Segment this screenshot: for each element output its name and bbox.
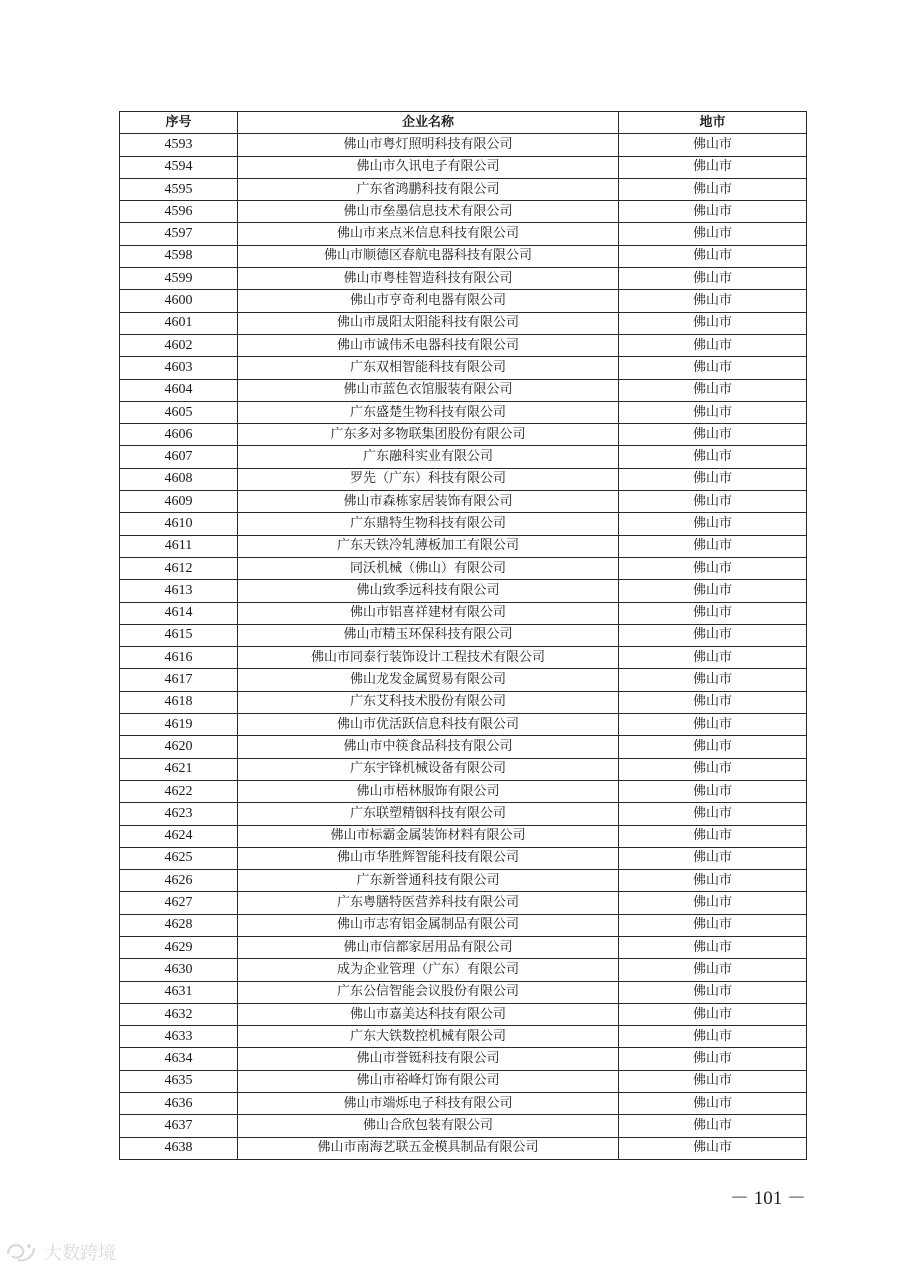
cell-city: 佛山市 xyxy=(619,602,807,624)
cell-index: 4608 xyxy=(120,468,238,490)
table-row xyxy=(120,178,807,200)
cell-company-name: 广东盛楚生物科技有限公司 xyxy=(238,401,619,423)
cell-city: 佛山市 xyxy=(619,803,807,825)
table-row xyxy=(120,1070,807,1092)
table-row xyxy=(120,647,807,669)
table-row xyxy=(120,268,807,290)
cell-index: 4624 xyxy=(120,825,238,847)
cell-city: 佛山市 xyxy=(619,647,807,669)
cell-company-name: 佛山市嘉美达科技有限公司 xyxy=(238,1003,619,1025)
cell-company-name: 广东公信智能会议股份有限公司 xyxy=(238,981,619,1003)
cell-index: 4622 xyxy=(120,780,238,802)
cell-city: 佛山市 xyxy=(619,624,807,646)
cell-city: 佛山市 xyxy=(619,736,807,758)
cell-city: 佛山市 xyxy=(619,914,807,936)
table-row xyxy=(120,1048,807,1070)
cell-company-name: 佛山市梧林服饰有限公司 xyxy=(238,780,619,802)
cell-company-name: 同沃机械（佛山）有限公司 xyxy=(238,557,619,579)
cell-index: 4637 xyxy=(120,1115,238,1137)
cell-city: 佛山市 xyxy=(619,312,807,334)
cell-company-name: 广东艾科技术股份有限公司 xyxy=(238,691,619,713)
cell-city: 佛山市 xyxy=(619,334,807,356)
cell-city: 佛山市 xyxy=(619,1048,807,1070)
cell-city: 佛山市 xyxy=(619,268,807,290)
table-row xyxy=(120,312,807,334)
table-row xyxy=(120,870,807,892)
cell-company-name: 佛山市精玉环保科技有限公司 xyxy=(238,624,619,646)
table-row xyxy=(120,491,807,513)
cell-company-name: 佛山市顺德区春航电器科技有限公司 xyxy=(238,245,619,267)
cell-index: 4595 xyxy=(120,178,238,200)
cell-city: 佛山市 xyxy=(619,201,807,223)
table-row xyxy=(120,557,807,579)
cell-city: 佛山市 xyxy=(619,825,807,847)
table-header-row xyxy=(120,112,807,134)
table-row xyxy=(120,156,807,178)
cell-city: 佛山市 xyxy=(619,424,807,446)
table-row xyxy=(120,401,807,423)
cell-city: 佛山市 xyxy=(619,156,807,178)
cell-company-name: 佛山市来点米信息科技有限公司 xyxy=(238,223,619,245)
table-row xyxy=(120,758,807,780)
cell-index: 4632 xyxy=(120,1003,238,1025)
cell-company-name: 佛山市同泰行装饰设计工程技术有限公司 xyxy=(238,647,619,669)
cell-company-name: 广东新誉通科技有限公司 xyxy=(238,870,619,892)
cell-city: 佛山市 xyxy=(619,535,807,557)
cell-city: 佛山市 xyxy=(619,669,807,691)
cell-index: 4629 xyxy=(120,936,238,958)
cell-company-name: 罗先（广东）科技有限公司 xyxy=(238,468,619,490)
enterprise-table xyxy=(119,111,807,1160)
table-row xyxy=(120,691,807,713)
cell-city: 佛山市 xyxy=(619,870,807,892)
cell-index: 4635 xyxy=(120,1070,238,1092)
cell-company-name: 佛山市晟阳太阳能科技有限公司 xyxy=(238,312,619,334)
cell-index: 4630 xyxy=(120,959,238,981)
table-row xyxy=(120,535,807,557)
cell-index: 4618 xyxy=(120,691,238,713)
table-row xyxy=(120,825,807,847)
cell-index: 4616 xyxy=(120,647,238,669)
cell-company-name: 佛山龙发金属贸易有限公司 xyxy=(238,669,619,691)
cell-index: 4600 xyxy=(120,290,238,312)
cell-company-name: 佛山市优活跃信息科技有限公司 xyxy=(238,714,619,736)
cell-index: 4610 xyxy=(120,513,238,535)
table-row xyxy=(120,959,807,981)
table-row xyxy=(120,1093,807,1115)
table-row xyxy=(120,1026,807,1048)
cell-city: 佛山市 xyxy=(619,401,807,423)
table-row xyxy=(120,513,807,535)
table-row xyxy=(120,714,807,736)
cell-city: 佛山市 xyxy=(619,580,807,602)
cell-company-name: 广东双相智能科技有限公司 xyxy=(238,357,619,379)
table-row xyxy=(120,580,807,602)
table-row xyxy=(120,736,807,758)
cell-city: 佛山市 xyxy=(619,892,807,914)
cell-city: 佛山市 xyxy=(619,780,807,802)
cell-city: 佛山市 xyxy=(619,1137,807,1159)
table-row xyxy=(120,624,807,646)
header-index: 序号 xyxy=(120,112,238,134)
cell-city: 佛山市 xyxy=(619,1026,807,1048)
cell-index: 4599 xyxy=(120,268,238,290)
table-row xyxy=(120,334,807,356)
cell-city: 佛山市 xyxy=(619,959,807,981)
cell-company-name: 广东多对多物联集团股份有限公司 xyxy=(238,424,619,446)
page-number: － 101 － xyxy=(730,1188,807,1209)
header-company-name: 企业名称 xyxy=(238,112,619,134)
cell-index: 4638 xyxy=(120,1137,238,1159)
cell-city: 佛山市 xyxy=(619,491,807,513)
cell-index: 4623 xyxy=(120,803,238,825)
watermark xyxy=(4,1239,116,1265)
cell-company-name: 佛山市誉铤科技有限公司 xyxy=(238,1048,619,1070)
cell-city: 佛山市 xyxy=(619,357,807,379)
cell-city: 佛山市 xyxy=(619,691,807,713)
cell-index: 4605 xyxy=(120,401,238,423)
cell-index: 4606 xyxy=(120,424,238,446)
cell-city: 佛山市 xyxy=(619,245,807,267)
cell-index: 4619 xyxy=(120,714,238,736)
cell-company-name: 佛山市久讯电子有限公司 xyxy=(238,156,619,178)
table-row xyxy=(120,223,807,245)
cell-index: 4593 xyxy=(120,134,238,156)
cell-company-name: 佛山市标霸金属装饰材料有限公司 xyxy=(238,825,619,847)
table-row xyxy=(120,134,807,156)
cell-company-name: 佛山市铝喜祥建材有限公司 xyxy=(238,602,619,624)
table-row xyxy=(120,780,807,802)
cell-city: 佛山市 xyxy=(619,714,807,736)
table-row xyxy=(120,357,807,379)
cell-index: 4596 xyxy=(120,201,238,223)
cell-company-name: 佛山市端烁电子科技有限公司 xyxy=(238,1093,619,1115)
cell-company-name: 佛山市亨奇利电器有限公司 xyxy=(238,290,619,312)
cell-index: 4633 xyxy=(120,1026,238,1048)
cell-city: 佛山市 xyxy=(619,223,807,245)
cell-index: 4604 xyxy=(120,379,238,401)
watermark-text: 大数跨境 xyxy=(44,1243,116,1264)
table-row xyxy=(120,669,807,691)
cell-company-name: 佛山市粤桂智造科技有限公司 xyxy=(238,268,619,290)
cell-index: 4609 xyxy=(120,491,238,513)
table-row xyxy=(120,1115,807,1137)
cell-index: 4626 xyxy=(120,870,238,892)
cell-company-name: 佛山市中筷食品科技有限公司 xyxy=(238,736,619,758)
cell-company-name: 成为企业管理（广东）有限公司 xyxy=(238,959,619,981)
cell-city: 佛山市 xyxy=(619,134,807,156)
cell-city: 佛山市 xyxy=(619,379,807,401)
cell-index: 4594 xyxy=(120,156,238,178)
table-row xyxy=(120,892,807,914)
cell-index: 4614 xyxy=(120,602,238,624)
cell-index: 4607 xyxy=(120,446,238,468)
table-row xyxy=(120,1003,807,1025)
cell-index: 4634 xyxy=(120,1048,238,1070)
cell-company-name: 广东联塑精铟科技有限公司 xyxy=(238,803,619,825)
cell-company-name: 佛山市诚伟禾电器科技有限公司 xyxy=(238,334,619,356)
cell-city: 佛山市 xyxy=(619,178,807,200)
cell-city: 佛山市 xyxy=(619,936,807,958)
cell-index: 4631 xyxy=(120,981,238,1003)
cell-city: 佛山市 xyxy=(619,290,807,312)
cell-company-name: 广东融科实业有限公司 xyxy=(238,446,619,468)
table-row xyxy=(120,424,807,446)
cell-city: 佛山市 xyxy=(619,468,807,490)
cell-index: 4603 xyxy=(120,357,238,379)
cell-company-name: 佛山市蓝色衣馆服装有限公司 xyxy=(238,379,619,401)
cell-index: 4636 xyxy=(120,1093,238,1115)
cell-company-name: 佛山市南海艺联五金模具制品有限公司 xyxy=(238,1137,619,1159)
cell-index: 4617 xyxy=(120,669,238,691)
cell-city: 佛山市 xyxy=(619,557,807,579)
cell-index: 4598 xyxy=(120,245,238,267)
table-row xyxy=(120,981,807,1003)
cell-city: 佛山市 xyxy=(619,1093,807,1115)
brand-logo-icon xyxy=(4,1240,38,1264)
cell-company-name: 佛山市信都家居用品有限公司 xyxy=(238,936,619,958)
cell-company-name: 佛山市垒墨信息技术有限公司 xyxy=(238,201,619,223)
cell-company-name: 佛山致季远科技有限公司 xyxy=(238,580,619,602)
table-row xyxy=(120,446,807,468)
table-row xyxy=(120,379,807,401)
cell-index: 4628 xyxy=(120,914,238,936)
cell-index: 4613 xyxy=(120,580,238,602)
cell-company-name: 佛山市华胜辉智能科技有限公司 xyxy=(238,847,619,869)
table-row xyxy=(120,803,807,825)
cell-company-name: 佛山市志宥铝金属制品有限公司 xyxy=(238,914,619,936)
cell-company-name: 佛山合欣包装有限公司 xyxy=(238,1115,619,1137)
table-row xyxy=(120,1137,807,1159)
table-row xyxy=(120,201,807,223)
cell-company-name: 广东天铁冷轧薄板加工有限公司 xyxy=(238,535,619,557)
cell-company-name: 佛山市粤灯照明科技有限公司 xyxy=(238,134,619,156)
table-row xyxy=(120,245,807,267)
cell-company-name: 广东粤膳特医营养科技有限公司 xyxy=(238,892,619,914)
table-row xyxy=(120,847,807,869)
table-row xyxy=(120,290,807,312)
cell-company-name: 广东鼎特生物科技有限公司 xyxy=(238,513,619,535)
cell-index: 4625 xyxy=(120,847,238,869)
cell-index: 4621 xyxy=(120,758,238,780)
cell-index: 4601 xyxy=(120,312,238,334)
cell-company-name: 广东宇锋机械设备有限公司 xyxy=(238,758,619,780)
table-row xyxy=(120,914,807,936)
cell-index: 4597 xyxy=(120,223,238,245)
cell-index: 4612 xyxy=(120,557,238,579)
table-row xyxy=(120,602,807,624)
cell-company-name: 广东省鸿鹏科技有限公司 xyxy=(238,178,619,200)
cell-company-name: 广东大铁数控机械有限公司 xyxy=(238,1026,619,1048)
table-row xyxy=(120,468,807,490)
header-city: 地市 xyxy=(619,112,807,134)
cell-index: 4611 xyxy=(120,535,238,557)
cell-city: 佛山市 xyxy=(619,1115,807,1137)
cell-company-name: 佛山市森栋家居装饰有限公司 xyxy=(238,491,619,513)
cell-index: 4627 xyxy=(120,892,238,914)
cell-city: 佛山市 xyxy=(619,758,807,780)
cell-index: 4615 xyxy=(120,624,238,646)
cell-city: 佛山市 xyxy=(619,847,807,869)
cell-city: 佛山市 xyxy=(619,446,807,468)
table-body xyxy=(120,134,807,1160)
cell-city: 佛山市 xyxy=(619,513,807,535)
cell-city: 佛山市 xyxy=(619,1003,807,1025)
cell-company-name: 佛山市裕峰灯饰有限公司 xyxy=(238,1070,619,1092)
cell-index: 4602 xyxy=(120,334,238,356)
cell-city: 佛山市 xyxy=(619,981,807,1003)
table-row xyxy=(120,936,807,958)
cell-city: 佛山市 xyxy=(619,1070,807,1092)
cell-index: 4620 xyxy=(120,736,238,758)
